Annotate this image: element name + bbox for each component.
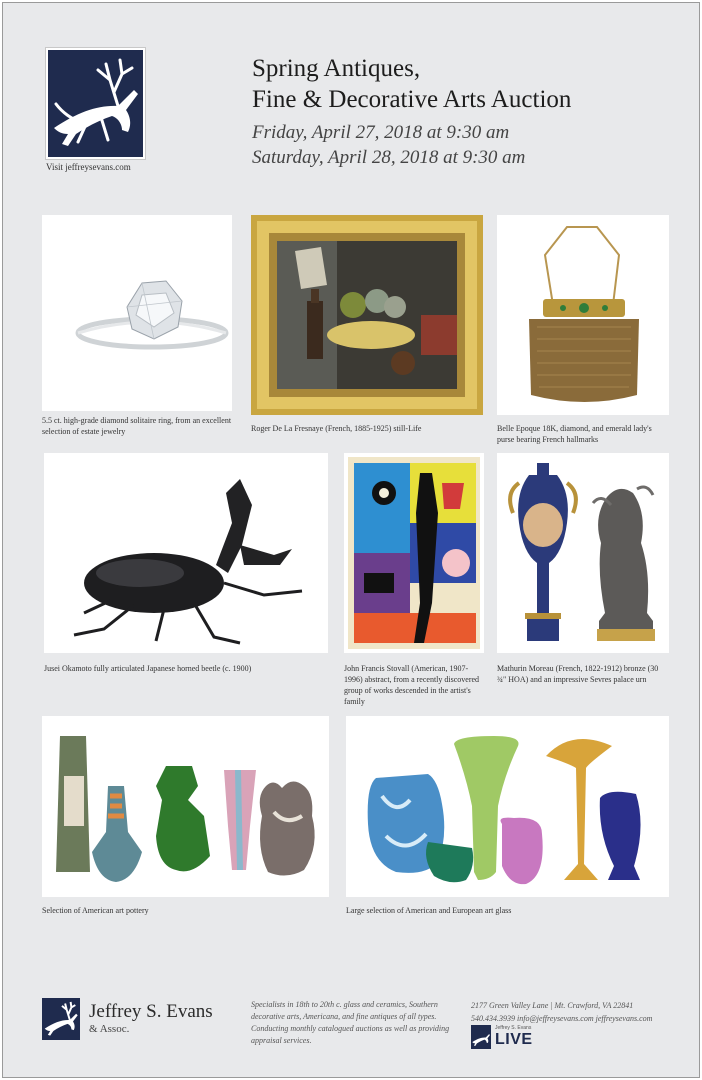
art-pottery-photo [42,716,329,897]
company-name: Jeffrey S. Evans [89,1001,213,1022]
beetle-icon [44,453,328,653]
mesh-purse-photo [497,215,669,415]
painting-icon [251,215,483,415]
lot-caption: Large selection of American and European art glass [346,906,512,915]
lot-caption: John Francis Stovall (American, 1907-1996) abstract, from a recently discovered group of works descended in the artist's family [344,664,480,706]
company-address: 2177 Green Valley Lane | Mt. Crawford, VA 22841 [471,1001,634,1010]
live-brand-small: Jeffrey S. Evans [495,1025,532,1031]
stag-icon [42,998,80,1040]
page-title [252,53,571,115]
leaping-stag-logo [46,48,145,159]
date-friday: Friday, April 27, 2018 at 9:30 am [252,122,510,143]
title-line-2: Fine & Decorative Arts Auction [252,86,572,113]
auction-dates [252,120,525,170]
horned-beetle-photo [44,453,328,653]
stag-icon [471,1025,491,1049]
lot-caption: Jusei Okamoto fully articulated Japanese horned beetle (c. 1900) [44,664,252,673]
date-saturday: Saturday, April 28, 2018 at 9:30 am [252,147,526,168]
purse-icon [497,215,669,415]
lot-caption: Belle Epoque 18K, diamond, and emerald lady's purse bearing French hallmarks [497,424,652,444]
stovall-abstract-photo [344,453,484,653]
company-contact [471,999,652,1025]
lot-caption: 5.5 ct. high-grade diamond solitaire ring, from an excellent selection of estate jewelry [42,416,232,436]
diamond-ring-photo [42,215,232,411]
abstract-painting-icon [344,453,484,653]
pottery-icon [42,716,329,897]
ring-icon [42,215,232,411]
website-link[interactable]: Visit jeffreysevans.com [46,162,131,172]
live-bidding-logo[interactable] [471,1025,545,1049]
company-suffix: & Assoc. [89,1023,130,1035]
live-word: LIVE [495,1031,533,1048]
title-line-1: Spring Antiques, [252,55,421,82]
still-life-painting-photo [251,215,483,415]
urn-bronze-icon [497,453,669,653]
company-phone-email[interactable]: 540.434.3939 info@jeffreysevans.com jeffreysevans.com [471,1014,653,1023]
footer-stag-logo [42,998,80,1040]
bronze-and-urn-photo [497,453,669,653]
live-badge-icon [471,1025,491,1049]
lot-caption: Mathurin Moreau (French, 1822-1912) bronze (30 ¾" HOA) and an impressive Sevres palace urn [497,664,659,684]
glass-icon [346,716,669,897]
lot-caption: Selection of American art pottery [42,906,149,915]
art-glass-photo [346,716,669,897]
auction-poster [2,2,700,1078]
lot-caption: Roger De La Fresnaye (French, 1885-1925) still-Life [251,424,422,433]
stag-icon [48,50,143,157]
company-tagline: Specialists in 18th to 20th c. glass and ceramics, Southern decorative arts, Americana, and fine antiques of all types. Conducting monthly catalogued auctions as well as providing appraisal services. [251,1000,450,1045]
